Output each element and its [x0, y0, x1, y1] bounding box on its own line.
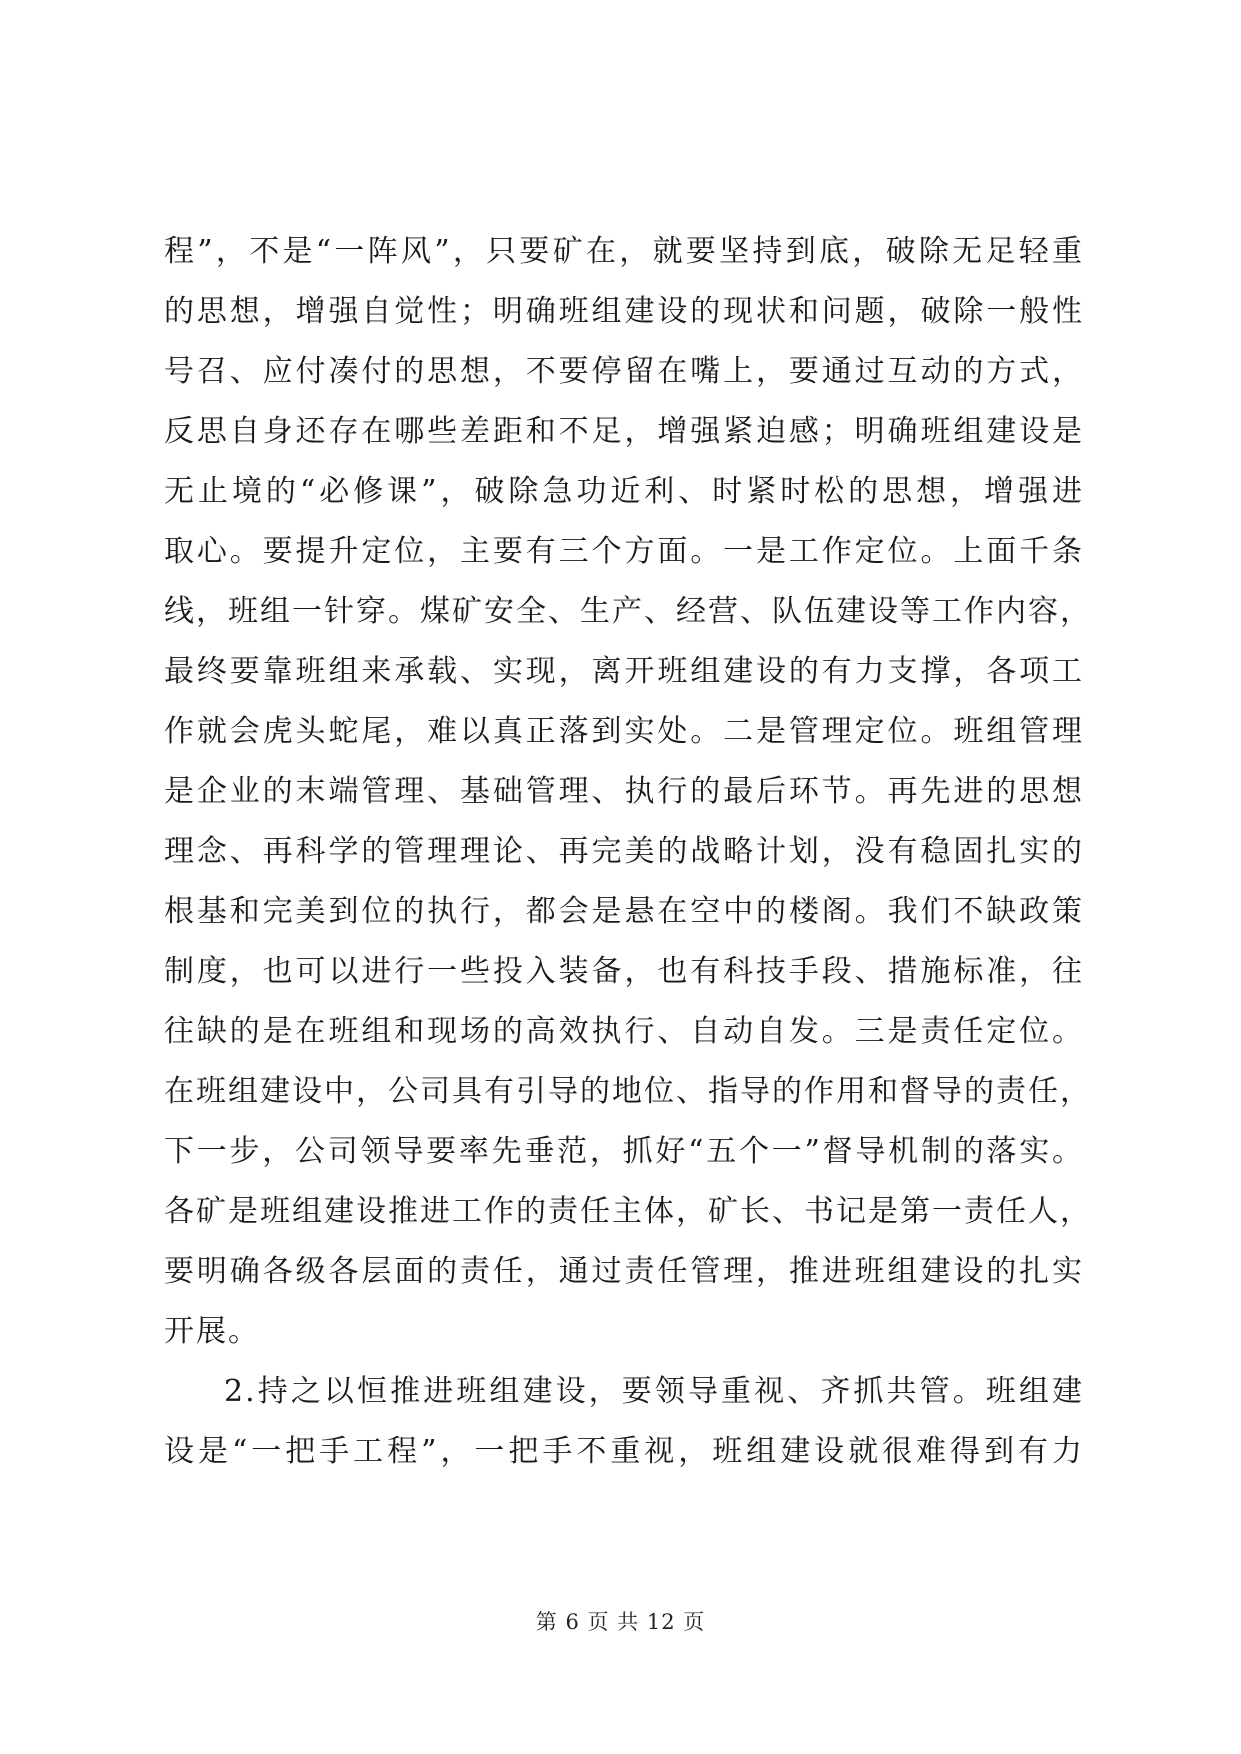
text-line: 无止境的“必修课”，破除急功近利、时紧时松的思想，增强进 [164, 474, 1084, 509]
text-line: 是企业的末端管理、基础管理、执行的最后环节。再先进的思想 [164, 774, 1084, 809]
text-line: 往缺的是在班组和现场的高效执行、自动自发。三是责任定位。 [164, 1014, 1084, 1049]
text-line: 程”，不是“一阵风”，只要矿在，就要坚持到底，破除无足轻重 [164, 234, 1084, 269]
body-text [164, 222, 1092, 1482]
text-line: 下一步，公司领导要率先垂范，抓好“五个一”督导机制的落实。 [164, 1134, 1084, 1169]
text-line: 根基和完美到位的执行，都会是悬在空中的楼阁。我们不缺政策 [164, 894, 1084, 929]
page-number-footer: 第 6 页 共 12 页 [535, 1610, 706, 1634]
text-line: 2.持之以恒推进班组建设，要领导重视、齐抓共管。班组建 [224, 1374, 1084, 1409]
text-line: 设是“一把手工程”，一把手不重视，班组建设就很难得到有力 [164, 1434, 1084, 1469]
text-line: 理念、再科学的管理理论、再完美的战略计划，没有稳固扎实的 [164, 834, 1084, 869]
text-line: 开展。 [164, 1314, 260, 1349]
text-line: 作就会虎头蛇尾，难以真正落到实处。二是管理定位。班组管理 [164, 714, 1084, 749]
text-line: 要明确各级各层面的责任，通过责任管理，推进班组建设的扎实 [164, 1254, 1084, 1289]
text-line: 反思自身还存在哪些差距和不足，增强紧迫感；明确班组建设是 [164, 414, 1084, 449]
text-line: 最终要靠班组来承载、实现，离开班组建设的有力支撑，各项工 [164, 654, 1084, 689]
text-line: 取心。要提升定位，主要有三个方面。一是工作定位。上面千条 [164, 534, 1084, 569]
text-line: 的思想，增强自觉性；明确班组建设的现状和问题，破除一般性 [164, 294, 1084, 329]
text-line: 号召、应付凑付的思想，不要停留在嘴上，要通过互动的方式， [164, 354, 1084, 389]
text-line: 线，班组一针穿。煤矿安全、生产、经营、队伍建设等工作内容， [164, 594, 1092, 629]
text-line: 在班组建设中，公司具有引导的地位、指导的作用和督导的责任， [164, 1074, 1092, 1109]
text-line: 各矿是班组建设推进工作的责任主体，矿长、书记是第一责任人， [164, 1194, 1092, 1229]
text-line: 制度，也可以进行一些投入装备，也有科技手段、措施标准，往 [164, 954, 1084, 989]
